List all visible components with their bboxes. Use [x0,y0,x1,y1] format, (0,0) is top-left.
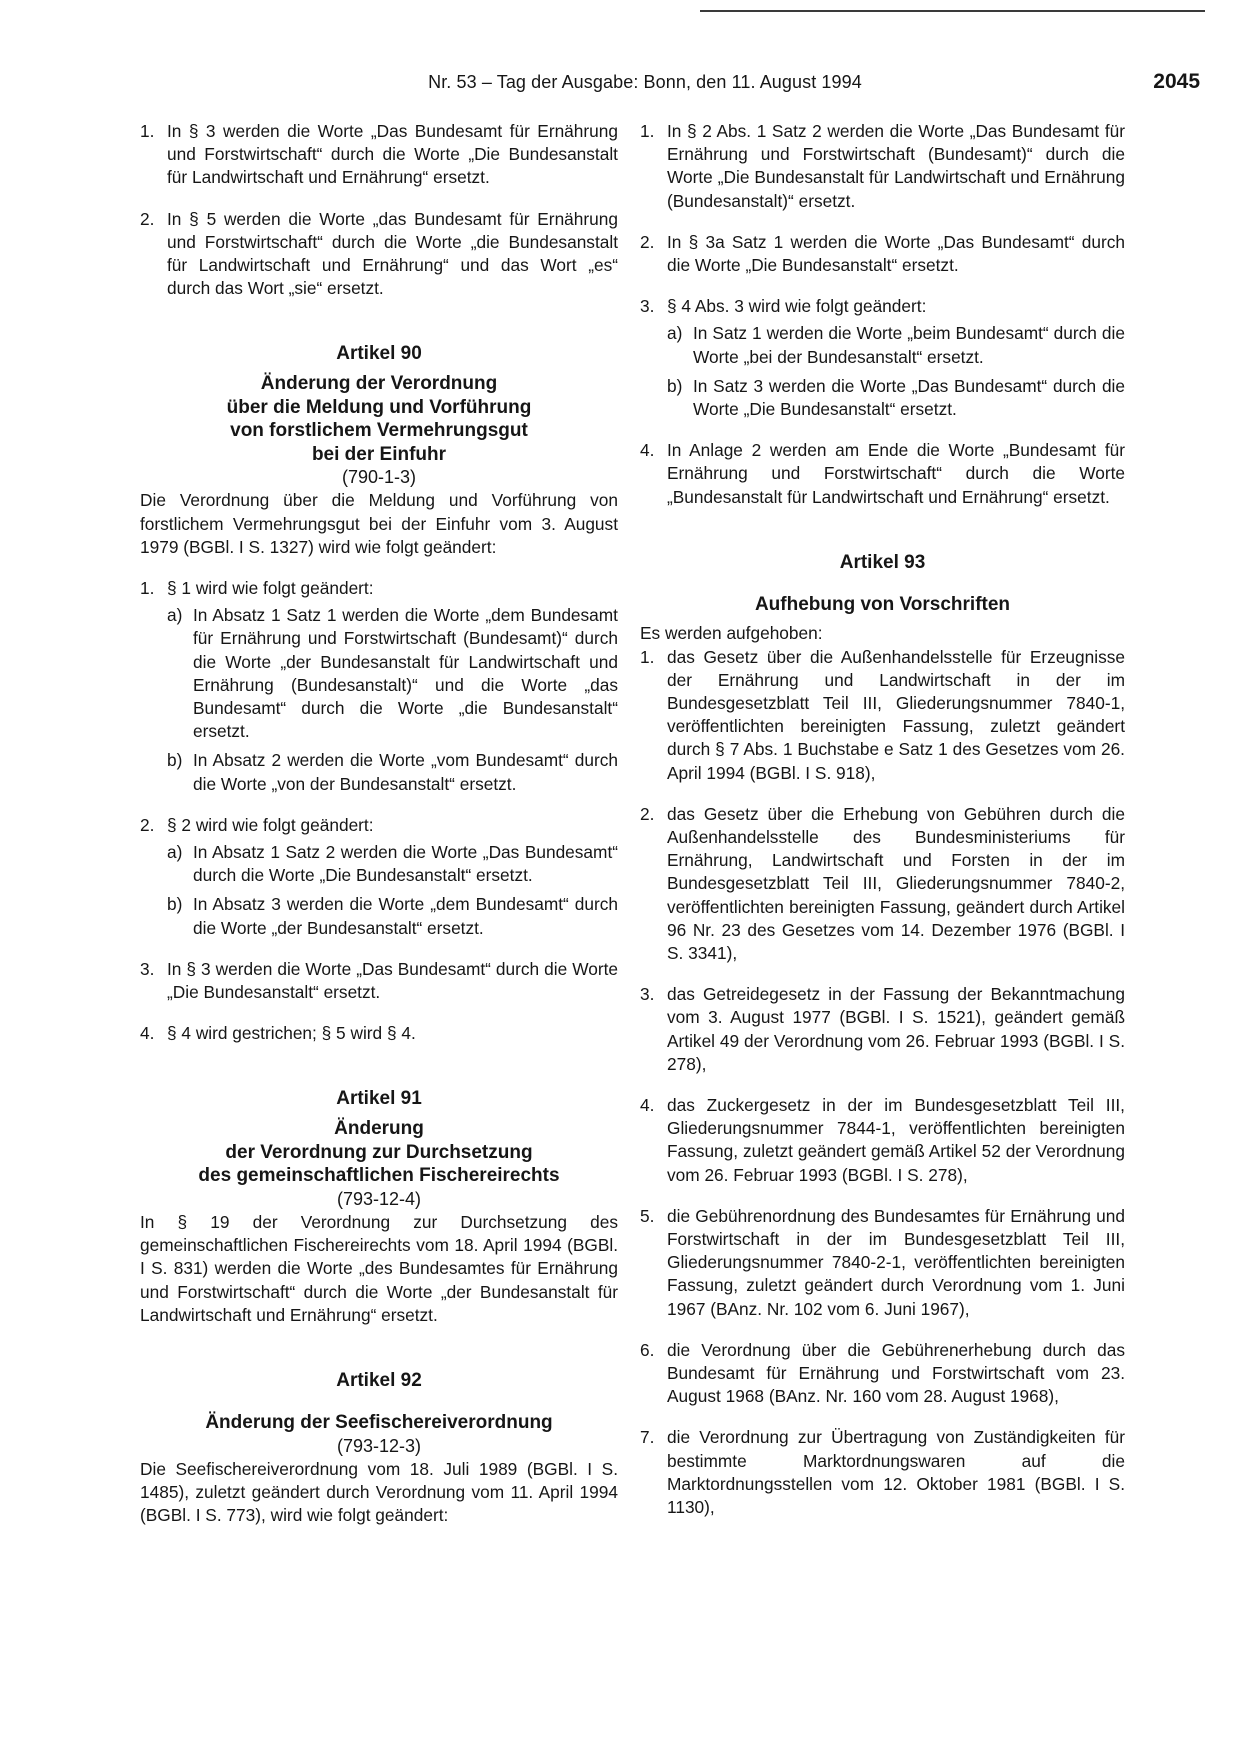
list-item [140,958,618,1004]
item-number: 2. [640,231,655,252]
sub-list [167,841,618,940]
left-column [140,120,618,1527]
article-title: Artikel 91 [336,1088,422,1110]
item-number: 1. [140,578,155,599]
list-item [640,1205,1125,1321]
item-text: das Getreidegesetz in der Fassung der Bekanntmachung vom 3. August 1977 (BGBl. I S. 1521), geändert gemäß Artikel 49 der Verordnung vom 26. Februar 1993 (BGBl. I S. 278), [667,984,1125,1074]
sub-item-text: In Absatz 1 Satz 2 werden die Worte „Das Bundesamt“ durch die Worte „Die Bundesanstalt“ ersetzt. [193,842,618,886]
item-text: § 4 wird gestrichen; § 5 wird § 4. [167,1023,416,1044]
item-number: 7. [640,1427,655,1448]
heading-line: Änderung [334,1118,424,1140]
article-title: Artikel 92 [336,1370,422,1391]
article-heading [140,1117,618,1188]
item-text: das Gesetz über die Außenhandelsstelle für Erzeugnisse der Ernährung und Landwirtschaft in der im Bundesgesetzblatt Teil III, Gliederungsnummer 7840-1, veröffentlichten bereinigten Fassung, zuletzt geändert durch § 7 Abs. 1 Buchstabe e Satz 1 des Gesetzes vom 26. April 1994 (BGBl. I S. 918), [667,646,1125,783]
sub-item [667,322,1125,368]
list-item [640,231,1125,277]
list-item [640,1426,1125,1519]
page-number: 2045 [1153,70,1200,93]
item-text: In § 5 werden die Worte „das Bundesamt für Ernährung und Forstwirtschaft“ durch die Worte „die Bundesanstalt für Landwirtschaft und Ernährung“ und das Wort „es“ durch das Wort „sie“ ersetzt. [167,208,618,299]
item-text: die Verordnung über die Gebührenerhebung durch das Bundesamt für Ernährung und Forstwirtschaft vom 23. August 1968 (BAnz. Nr. 160 vom 28. August 1968), [667,1339,1125,1407]
item-text: In Anlage 2 werden am Ende die Worte „Bundesamt für Ernährung und Forstwirtschaft“ durch die Worte „Bundesanstalt für Landwirtschaft und Ernährung“ ersetzt. [667,440,1125,507]
item-text: In § 3 werden die Worte „Das Bundesamt für Ernährung und Forstwirtschaft“ durch die Worte „Die Bundesanstalt für Landwirtschaft und Ernährung“ ersetzt. [167,121,618,188]
sub-item-letter: b) [167,894,183,915]
sub-item [167,749,618,795]
article-intro: Es werden aufgehoben: [640,623,823,644]
heading-line: Änderung der Verordnung [260,373,498,395]
list-item [640,1094,1125,1187]
list-item [140,814,618,837]
item-number: 3. [640,984,655,1005]
sub-item-letter: a) [667,323,683,344]
heading-line: bei der Einfuhr [311,443,447,465]
classification-number: (793-12-4) [336,1188,422,1209]
heading-line: der Verordnung zur Durchsetzung [225,1141,533,1163]
sub-item [167,893,618,939]
sub-item-letter: a) [167,842,183,863]
sub-item-text: In Satz 1 werden die Worte „beim Bundesamt“ durch die Worte „bei der Bundesanstalt“ ersetzt. [693,323,1125,367]
item-number: 2. [140,208,155,229]
item-number: 3. [140,958,155,979]
article-intro: Die Seefischereiverordnung vom 18. Juli 1989 (BGBl. I S. 1485), zuletzt geändert durch Verordnung vom 11. April 1994 (BGBl. I S. 773), wird wie folgt geändert: [140,1458,618,1525]
list-item [140,208,618,301]
list-item [140,120,618,190]
item-text: die Verordnung zur Übertragung von Zuständigkeiten für bestimmte Marktordnungswaren auf die Marktordnungsstellen vom 12. Oktober 1981 (BGBl. I S. 1130), [667,1427,1125,1518]
item-number: 6. [640,1339,655,1360]
sub-item-text: In Absatz 2 werden die Worte „vom Bundesamt“ durch die Worte „von der Bundesanstalt“ ersetzt. [193,750,618,794]
heading-line: Änderung der Seefischereiverordnung [205,1412,553,1433]
item-text: In § 2 Abs. 1 Satz 2 werden die Worte „Das Bundesamt für Ernährung und Forstwirtschaft (Bundesamt)“ durch die Worte „Die Bundesanstalt für Landwirtschaft und Ernährung (Bundesanstalt)“ ersetzt. [667,121,1125,211]
item-number: 1. [640,646,655,667]
sub-item-text: In Satz 3 werden die Worte „Das Bundesamt“ durch die Worte „Die Bundesanstalt“ ersetzt. [693,375,1125,420]
item-number: 2. [140,814,155,835]
item-number: 4. [640,440,655,461]
sub-item [167,841,618,887]
sub-item-letter: b) [667,375,683,396]
sub-list [667,322,1125,421]
item-text: das Gesetz über die Erhebung von Gebühren durch die Außenhandelsstelle des Bundesministeriums für Ernährung, Landwirtschaft und Forsten in der im Bundesgesetzblatt Teil III, Gliederungsnummer 7840-2, veröffentlichten bereinigten Fassung, geändert durch Artikel 96 Nr. 23 des Gesetzes vom 14. Dezember 1976 (BGBl. I S. 3341), [667,803,1125,963]
sub-item [167,604,618,743]
item-text: In § 3a Satz 1 werden die Worte „Das Bundesamt“ durch die Worte „Die Bundesanstalt“ ersetzt. [667,231,1125,276]
list-item [640,439,1125,509]
classification-number: (793-12-3) [336,1435,422,1456]
list-item [640,120,1125,213]
sub-item-letter: a) [167,605,183,626]
item-text: § 2 wird wie folgt geändert: [167,814,374,835]
article-intro: Die Verordnung über die Meldung und Vorführung von forstlichem Vermehrungsgut bei der Einfuhr vom 3. August 1979 (BGBl. I S. 1327) wird wie folgt geändert: [140,490,618,557]
top-rule [700,10,1205,12]
item-text: das Zuckergesetz in der im Bundesgesetzblatt Teil III, Gliederungsnummer 7844-1, veröffentlichten bereinigten Fassung, zuletzt geändert gemäß Artikel 52 der Verordnung vom 26. Februar 1993 (BGBl. I S. 278), [667,1095,1125,1185]
heading-line: von forstlichem Vermehrungsgut [230,420,528,442]
list-item [140,1022,618,1045]
item-text: die Gebührenordnung des Bundesamtes für Ernährung und Forstwirtschaft in der im Bundesgesetzblatt Teil III, Gliederungsnummer 7840-2-1, veröffentlichten bereinigten Fassung, zuletzt geändert durch Verordnung vom 1. Juni 1967 (BAnz. Nr. 102 vom 6. Juni 1967), [667,1205,1125,1319]
sub-item [667,375,1125,421]
heading-line: Aufhebung von Vorschriften [754,593,1011,615]
item-text: In § 3 werden die Worte „Das Bundesamt“ durch die Worte „Die Bundesanstalt“ ersetzt. [167,958,618,1003]
list-item [640,983,1125,1076]
list-item [640,295,1125,318]
heading-line: des gemeinschaftlichen Fischereirechts [198,1165,560,1187]
sub-item-text: In Absatz 1 Satz 1 werden die Worte „dem Bundesamt für Ernährung und Forstwirtschaft (Bundesamt)“ durch die Worte „der Bundesanstalt für Landwirtschaft und Ernährung (Bundesanstalt)“ und die Worte „das Bundesamt“ durch die Worte „die Bundesanstalt“ ersetzt. [193,605,618,742]
item-text: § 1 wird wie folgt geändert: [167,578,374,599]
list-item [640,803,1125,965]
right-column [640,120,1125,1519]
item-number: 1. [140,121,155,141]
sub-item-letter: b) [167,750,183,771]
heading-line: über die Meldung und Vorführung [226,396,532,418]
item-number: 4. [140,1023,155,1044]
article-heading [640,593,1125,617]
article-title: Artikel 93 [839,551,926,573]
item-number: 3. [640,296,655,317]
list-item [140,577,618,600]
classification-number: (790-1-3) [341,467,417,488]
article-intro: In § 19 der Verordnung zur Durchsetzung des gemeinschaftlichen Fischereirechts vom 18. April 1994 (BGBl. I S. 831) werden die Worte „des Bundesamtes für Ernährung und Forstwirtschaft“ durch die Worte „der Bundesanstalt für Landwirtschaft und Ernährung“ ersetzt. [140,1211,618,1325]
article-title: Artikel 90 [336,343,422,365]
article-heading [140,372,618,466]
list-item [640,646,1125,785]
page-header: Nr. 53 – Tag der Ausgabe: Bonn, den 11. August 1994 [428,72,862,92]
item-number: 4. [640,1095,655,1115]
article-heading [140,1411,618,1435]
item-number: 2. [640,803,655,824]
list-item [640,1339,1125,1409]
item-number: 5. [640,1205,655,1226]
sub-item-text: In Absatz 3 werden die Worte „dem Bundesamt“ durch die Worte „der Bundesanstalt“ ersetzt. [193,894,618,938]
item-number: 1. [640,121,655,141]
item-text: § 4 Abs. 3 wird wie folgt geändert: [667,296,927,317]
sub-list [167,604,618,796]
